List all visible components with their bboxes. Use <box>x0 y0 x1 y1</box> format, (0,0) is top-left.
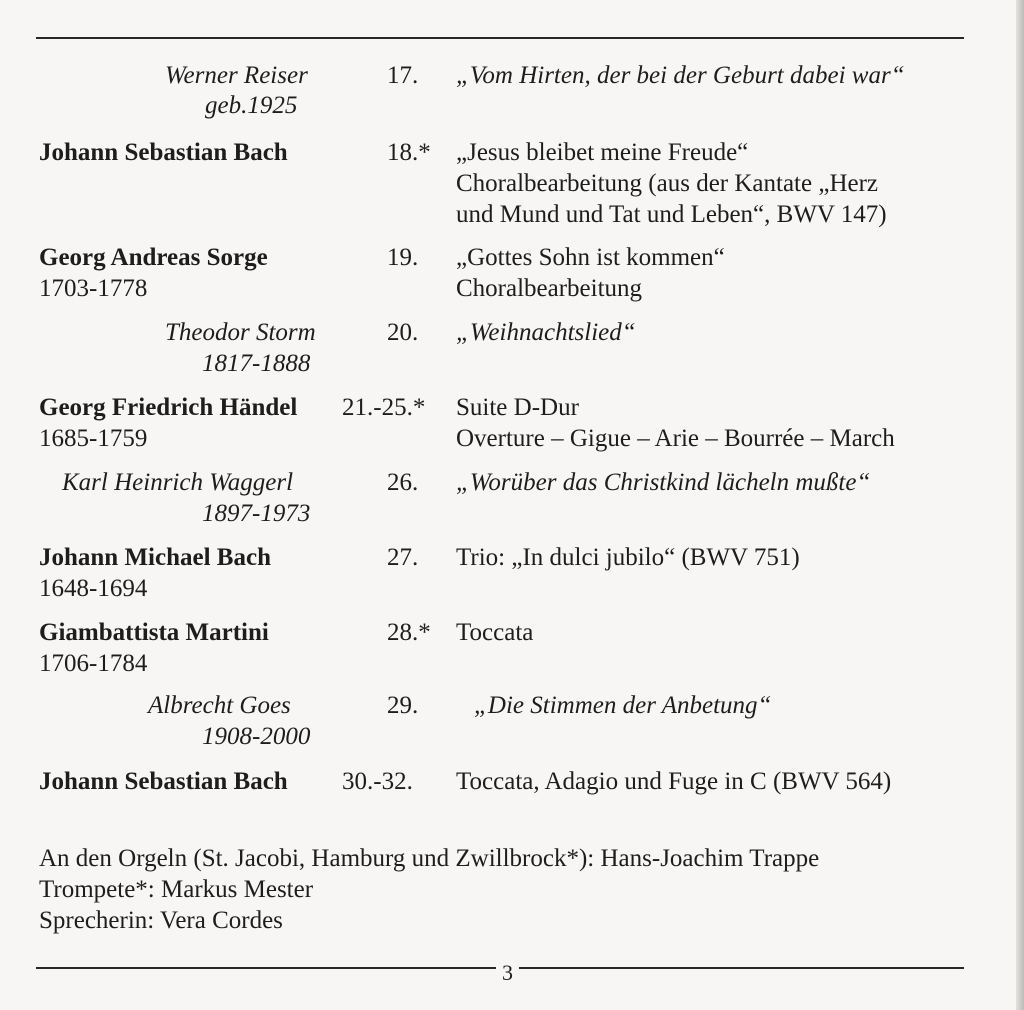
credit-line-organ: An den Orgeln (St. Jacobi, Hamburg und Zwillbrock*): Hans-Joachim Trappe <box>39 845 820 872</box>
composer-name: Johann Sebastian Bach <box>39 139 288 166</box>
composer-name: Johann Sebastian Bach <box>39 768 288 795</box>
track-title: „Die Stimmen der Anbetung“ <box>474 692 772 719</box>
track-title: Trio: „In dulci jubilo“ (BWV 751) <box>456 544 800 571</box>
track-number: 27. <box>387 544 419 571</box>
track-title: Toccata, Adagio und Fuge in C (BWV 564) <box>456 768 892 795</box>
track-number: 19. <box>387 244 419 271</box>
composer-name: Johann Michael Bach <box>39 544 271 571</box>
track-number: 18.* <box>387 139 431 166</box>
track-title-line: Choralbearbeitung <box>456 275 643 302</box>
track-number: 20. <box>387 319 419 346</box>
track-number: 21.-25.* <box>342 394 426 421</box>
composer-years: 1706-1784 <box>39 650 148 677</box>
track-title: „Gottes Sohn ist kommen“ <box>456 244 725 271</box>
composer-years: 1685-1759 <box>39 425 148 452</box>
track-title: „Vom Hirten, der bei der Geburt dabei war“ <box>456 62 905 89</box>
poet-years: geb.1925 <box>205 92 298 119</box>
composer-years: 1648-1694 <box>39 575 148 602</box>
track-number: 29. <box>387 692 419 719</box>
page-edge-shadow <box>1016 0 1024 1010</box>
track-number: 28.* <box>387 619 431 646</box>
track-number: 30.-32. <box>342 768 413 795</box>
track-title: „Jesus bleibet meine Freude“ <box>456 139 749 166</box>
credit-line-narrator: Sprecherin: Vera Cordes <box>39 907 283 934</box>
composer-name: Georg Friedrich Händel <box>39 394 298 421</box>
track-title: Suite D-Dur <box>456 394 579 421</box>
track-title: Toccata <box>456 619 534 646</box>
track-number: 17. <box>387 62 419 89</box>
credit-line-trumpet: Trompete*: Markus Mester <box>39 876 314 903</box>
top-rule <box>36 37 964 39</box>
composer-name: Georg Andreas Sorge <box>39 244 268 271</box>
poet-name: Albrecht Goes <box>148 692 291 719</box>
track-title-line: Choralbearbeitung (aus der Kantate „Herz <box>456 170 879 197</box>
track-number: 26. <box>387 469 419 496</box>
page-number: 3 <box>496 960 519 986</box>
poet-name: Werner Reiser <box>165 62 308 89</box>
poet-name: Karl Heinrich Waggerl <box>62 469 294 496</box>
composer-years: 1703-1778 <box>39 275 148 302</box>
poet-years: 1908-2000 <box>202 723 311 750</box>
track-title: „Weihnachtslied“ <box>456 319 636 346</box>
composer-name: Giambattista Martini <box>39 619 269 646</box>
poet-years: 1817-1888 <box>202 350 311 377</box>
performer-credits <box>39 843 819 936</box>
poet-years: 1897-1973 <box>202 500 311 527</box>
track-title-line: Overture – Gigue – Arie – Bourrée – March <box>456 425 895 452</box>
track-title: „Worüber das Christkind lächeln mußte“ <box>456 469 871 496</box>
track-title-line: und Mund und Tat und Leben“, BWV 147) <box>456 201 887 228</box>
poet-name: Theodor Storm <box>165 319 316 346</box>
